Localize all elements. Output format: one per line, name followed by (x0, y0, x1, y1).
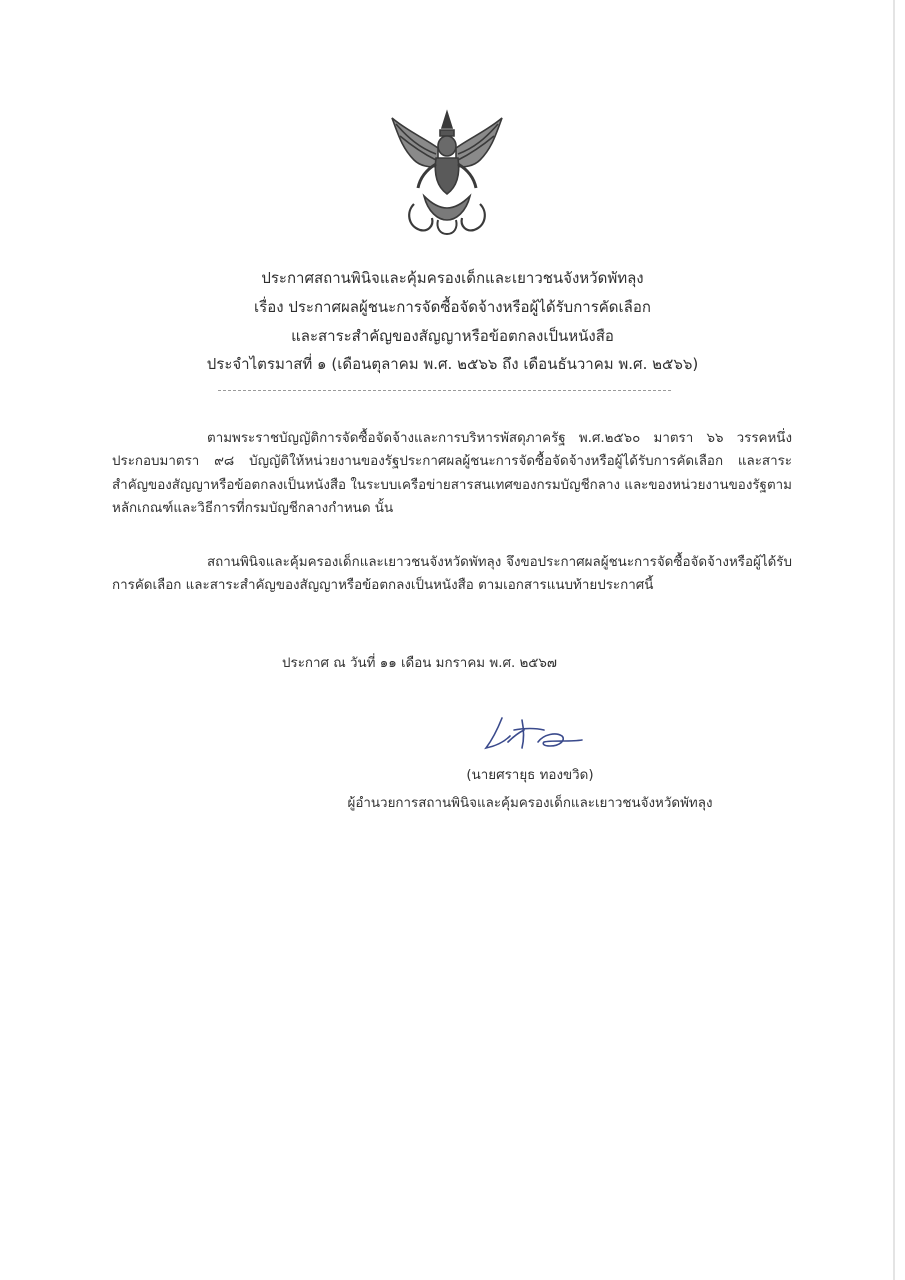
body-paragraph-2-text: สถานพินิจและคุ้มครองเด็กและเยาวชนจังหวัดพัทลุง จึงขอประกาศผลผู้ชนะการจัดซื้อจัดจ้างหรือผู้ได้รับการคัดเลือก และสาระสำคัญของสัญญาหรือข้อตกลงเป็นหนังสือ ตามเอกสารแนบท้ายประกาศนี้ (112, 555, 792, 594)
heading-separator (218, 390, 671, 391)
body-paragraph-2 (112, 551, 792, 598)
garuda-emblem-icon (384, 108, 510, 238)
signer-name: (นายศรายุธ ทองขวิด) (466, 768, 594, 783)
signer-position: ผู้อำนวยการสถานพินิจและคุ้มครองเด็กและเยาวชนจังหวัดพัทลุง (347, 796, 713, 811)
heading-organization: ประกาศสถานพินิจและคุ้มครองเด็กและเยาวชนจังหวัดพัทลุง (261, 269, 644, 287)
heading-quarter: ประจำไตรมาสที่ ๑ (เดือนตุลาคม พ.ศ. ๒๕๖๖ ถึง เดือนธันวาคม พ.ศ. ๒๕๖๖) (206, 355, 699, 373)
heading-subject: เรื่อง ประกาศผลผู้ชนะการจัดซื้อจัดจ้างหรือผู้ได้รับการคัดเลือก (254, 298, 651, 316)
announcement-date: ประกาศ ณ วันที่ ๑๑ เดือน มกราคม พ.ศ. ๒๕๖๗ (282, 656, 557, 671)
signature-mark (478, 712, 588, 754)
page-edge (893, 0, 895, 1280)
body-paragraph-1 (112, 427, 792, 520)
body-paragraph-1-text: ตามพระราชบัญญัติการจัดซื้อจัดจ้างและการบริหารพัสดุภาครัฐ พ.ศ.๒๕๖๐ มาตรา ๖๖ วรรคหนึ่ง ประกอบมาตรา ๙๘ บัญญัติให้หน่วยงานของรัฐประกาศผลผู้ชนะการจัดซื้อจัดจ้างหรือผู้ได้รับการคัดเลือก และสาระสำคัญของสัญญาหรือข้อตกลงเป็นหนังสือ ในระบบเครือข่ายสารสนเทศของกรมบัญชีกลาง และของหน่วยงานของรัฐตามหลักเกณฑ์และวิธีการที่กรมบัญชีกลางกำหนด นั้น (112, 431, 792, 516)
heading-subject-cont: และสาระสำคัญของสัญญาหรือข้อตกลงเป็นหนังสือ (291, 327, 614, 345)
